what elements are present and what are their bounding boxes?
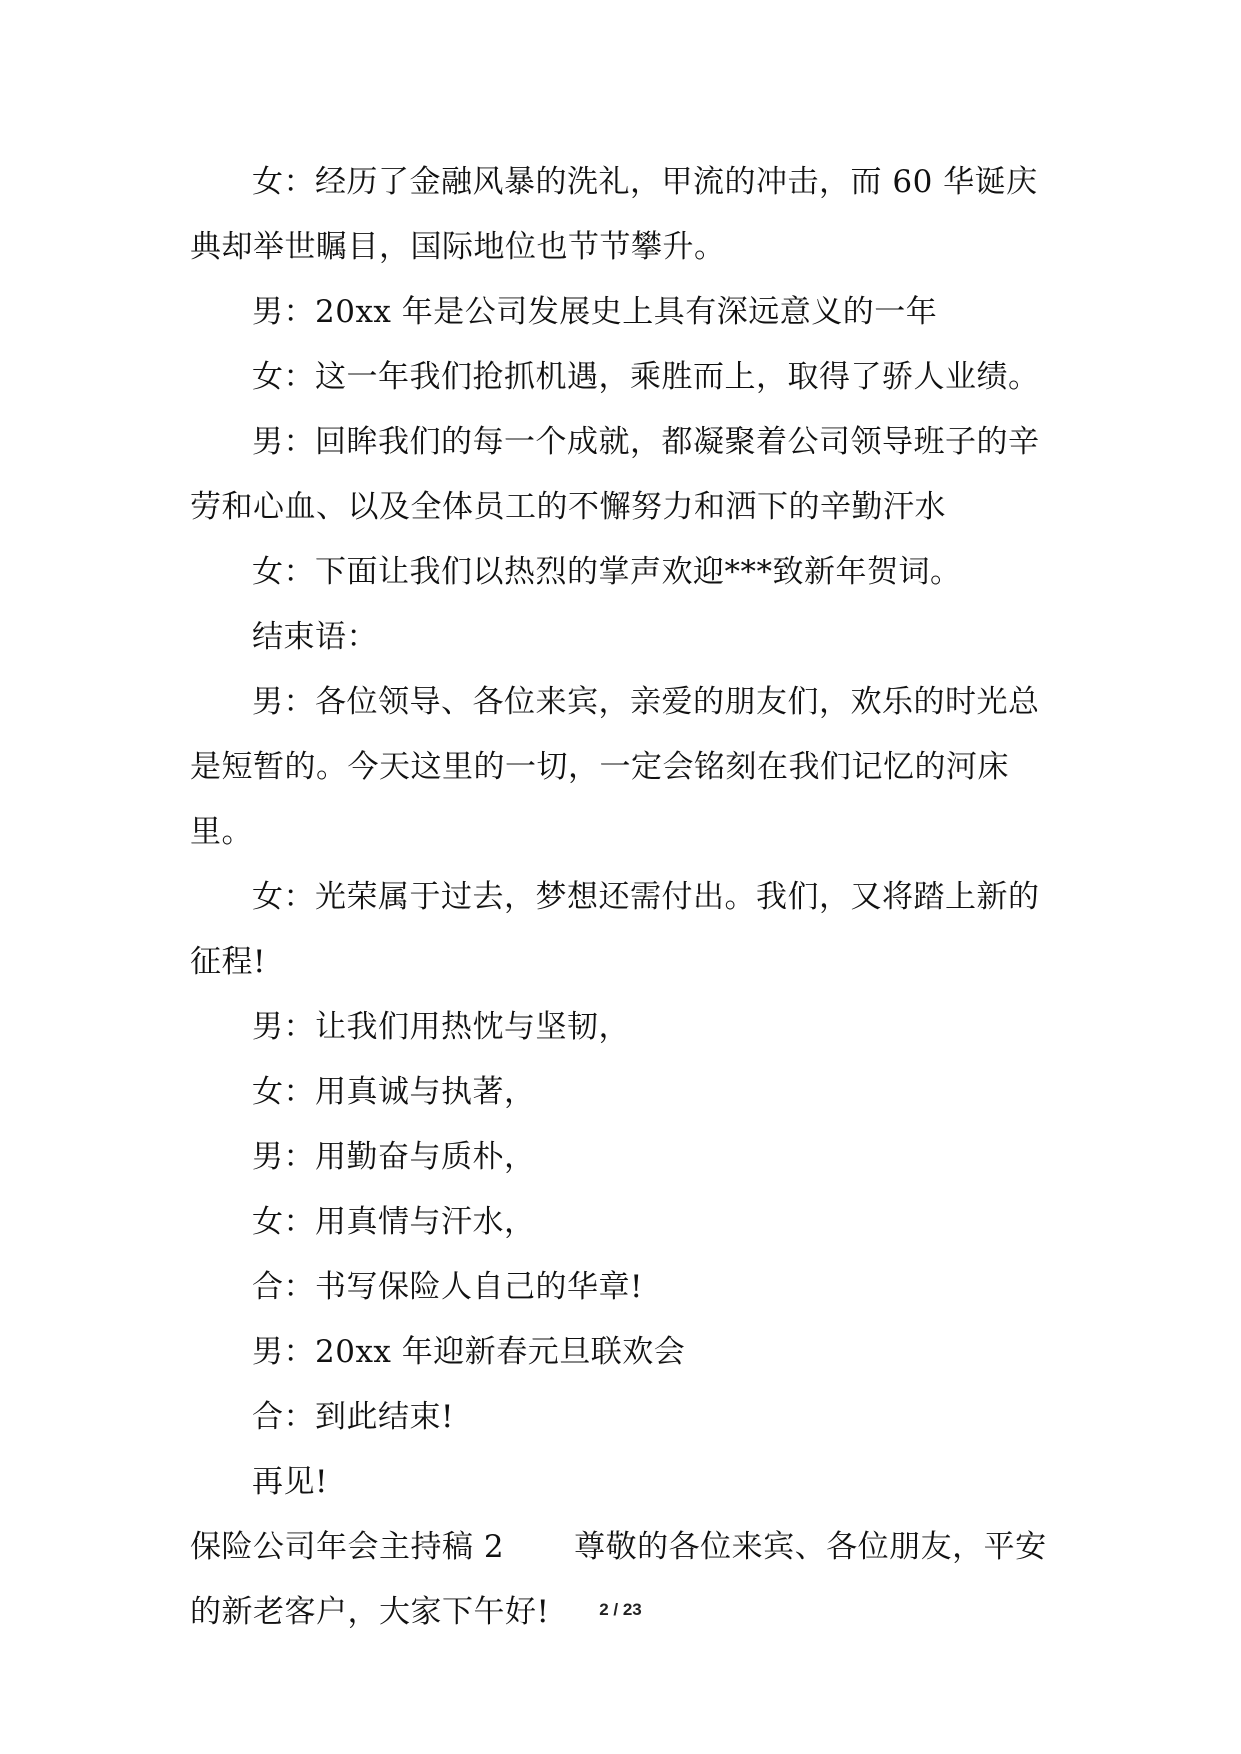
paragraph: 合：书写保险人自己的华章!	[252, 1269, 643, 1305]
paragraph: 男：用勤奋与质朴，	[252, 1139, 536, 1175]
paragraph: 再见!	[252, 1464, 328, 1500]
paragraph: 男：各位领导、各位来宾，亲爱的朋友们，欢乐的时光总是短暂的。今天这里的一切，一定会铭刻在我们记忆的河床里。	[190, 684, 1040, 850]
next-section	[190, 1515, 1060, 1645]
paragraph: 男：20xx 年迎新春元旦联欢会	[252, 1334, 686, 1370]
paragraph: 女：用真诚与执著，	[252, 1074, 536, 1110]
page-number: 2 / 23	[599, 1600, 642, 1619]
section-heading: 结束语：	[252, 619, 378, 655]
paragraph: 女：用真情与汗水，	[252, 1204, 536, 1240]
paragraph: 男：让我们用热忱与坚韧，	[252, 1009, 630, 1045]
next-section-title: 保险公司年会主持稿 2	[190, 1529, 505, 1565]
paragraph: 男：回眸我们的每一个成就，都凝聚着公司领导班子的辛劳和心血、以及全体员工的不懈努力和洒下的辛勤汗水	[190, 424, 1040, 525]
paragraph: 女：这一年我们抢抓机遇，乘胜而上，取得了骄人业绩。	[252, 359, 1040, 395]
document-body	[190, 150, 1060, 1645]
paragraph: 合：到此结束!	[252, 1399, 454, 1435]
paragraph: 女：下面让我们以热烈的掌声欢迎***致新年贺词。	[252, 554, 962, 590]
next-section-text: 尊敬的各位来宾、各位朋友，平安的新老客户，大家下午好!	[190, 1529, 1047, 1630]
paragraph: 男：20xx 年是公司发展史上具有深远意义的一年	[252, 294, 938, 330]
paragraph: 女：经历了金融风暴的洗礼，甲流的冲击，而 60 华诞庆典却举世瞩目，国际地位也节节攀升。	[190, 164, 1038, 265]
paragraph: 女：光荣属于过去，梦想还需付出。我们，又将踏上新的征程!	[190, 879, 1040, 980]
